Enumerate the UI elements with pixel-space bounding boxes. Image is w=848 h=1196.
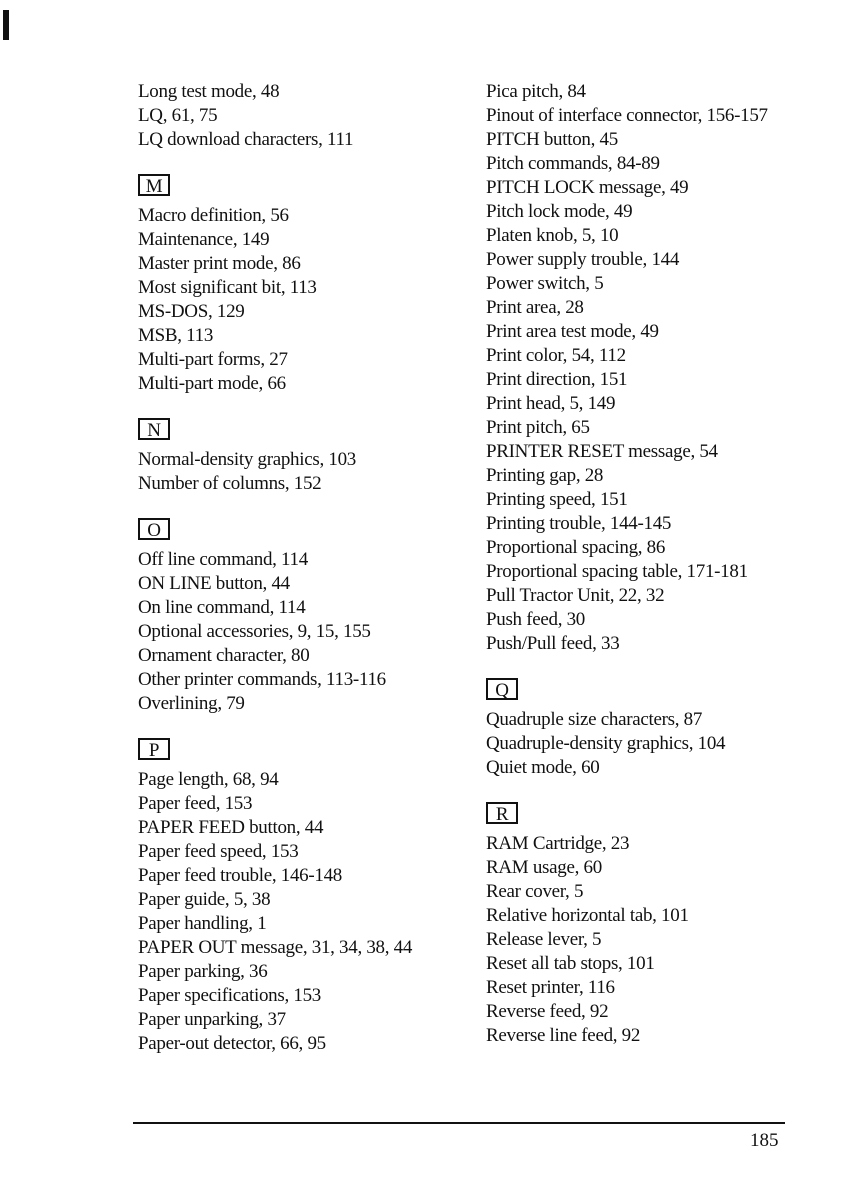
index-entry: Multi-part mode, 66	[138, 373, 286, 394]
index-entry: Maintenance, 149	[138, 229, 270, 250]
index-entry: RAM usage, 60	[486, 857, 602, 878]
index-entry: Multi-part forms, 27	[138, 349, 288, 370]
index-column-right	[486, 80, 831, 1048]
section-letter-box: Q	[486, 678, 518, 700]
index-entry: Ornament character, 80	[138, 645, 310, 666]
index-entry: Power supply trouble, 144	[486, 249, 680, 270]
index-section	[138, 516, 468, 716]
index-section	[486, 676, 831, 780]
index-entry: Push/Pull feed, 33	[486, 633, 620, 654]
index-entry: MSB, 113	[138, 325, 214, 346]
index-entry: Rear cover, 5	[486, 881, 584, 902]
index-entry: Long test mode, 48	[138, 81, 280, 102]
section-letter-box: R	[486, 802, 518, 824]
index-entry: Paper parking, 36	[138, 961, 268, 982]
index-entry: Platen knob, 5, 10	[486, 225, 619, 246]
index-entry: Pinout of interface connector, 156-157	[486, 105, 768, 126]
index-entry: Paper guide, 5, 38	[138, 889, 271, 910]
index-entry: Proportional spacing table, 171-181	[486, 561, 748, 582]
index-section	[138, 172, 468, 396]
index-entry: Paper unparking, 37	[138, 1009, 286, 1030]
index-entry: Paper-out detector, 66, 95	[138, 1033, 326, 1054]
index-entry: Pica pitch, 84	[486, 81, 586, 102]
index-entry: Off line command, 114	[138, 549, 308, 570]
index-entry: PITCH LOCK message, 49	[486, 177, 689, 198]
index-entry: PAPER FEED button, 44	[138, 817, 324, 838]
index-entry: Printing gap, 28	[486, 465, 604, 486]
index-entry: Master print mode, 86	[138, 253, 301, 274]
index-entry: Print area, 28	[486, 297, 584, 318]
margin-mark	[3, 10, 9, 40]
index-entry: Page length, 68, 94	[138, 769, 279, 790]
index-entry: LQ download characters, 111	[138, 129, 354, 150]
index-section	[486, 80, 831, 656]
index-entry: Quiet mode, 60	[486, 757, 600, 778]
index-entry: Most significant bit, 113	[138, 277, 317, 298]
index-section	[138, 416, 468, 496]
index-entry: Number of columns, 152	[138, 473, 322, 494]
index-section	[138, 80, 468, 152]
index-entry: Other printer commands, 113-116	[138, 669, 386, 690]
index-entry: Print color, 54, 112	[486, 345, 626, 366]
section-letter-box: P	[138, 738, 170, 760]
index-entry: Print area test mode, 49	[486, 321, 659, 342]
index-entry: RAM Cartridge, 23	[486, 833, 630, 854]
index-entry: Optional accessories, 9, 15, 155	[138, 621, 371, 642]
index-entry: Reverse feed, 92	[486, 1001, 609, 1022]
index-entry: Paper feed trouble, 146-148	[138, 865, 342, 886]
index-entry: Relative horizontal tab, 101	[486, 905, 689, 926]
index-entry: PRINTER RESET message, 54	[486, 441, 718, 462]
section-letter-box: M	[138, 174, 170, 196]
index-entry: Reset all tab stops, 101	[486, 953, 655, 974]
index-entry: Printing speed, 151	[486, 489, 628, 510]
section-letter-box: O	[138, 518, 170, 540]
index-entry: Overlining, 79	[138, 693, 245, 714]
index-entry: Push feed, 30	[486, 609, 586, 630]
index-entry: Proportional spacing, 86	[486, 537, 666, 558]
index-entry: MS-DOS, 129	[138, 301, 245, 322]
index-column-left	[138, 80, 468, 1056]
index-entry: ON LINE button, 44	[138, 573, 290, 594]
index-section	[486, 800, 831, 1048]
index-entry: Paper specifications, 153	[138, 985, 321, 1006]
index-entry: Quadruple size characters, 87	[486, 709, 703, 730]
footer-rule	[133, 1122, 785, 1124]
index-entry: Pull Tractor Unit, 22, 32	[486, 585, 665, 606]
index-entry: Print pitch, 65	[486, 417, 590, 438]
index-entry: Paper handling, 1	[138, 913, 267, 934]
index-entry: Printing trouble, 144-145	[486, 513, 672, 534]
index-entry: Pitch commands, 84-89	[486, 153, 660, 174]
index-entry: PAPER OUT message, 31, 34, 38, 44	[138, 937, 413, 958]
index-entry: Release lever, 5	[486, 929, 602, 950]
index-entry: Paper feed speed, 153	[138, 841, 299, 862]
index-entry: Power switch, 5	[486, 273, 604, 294]
index-entry: Paper feed, 153	[138, 793, 253, 814]
index-entry: Reset printer, 116	[486, 977, 615, 998]
index-entry: Reverse line feed, 92	[486, 1025, 641, 1046]
index-entry: Normal-density graphics, 103	[138, 449, 356, 470]
page-number: 185	[750, 1130, 779, 1151]
index-entry: On line command, 114	[138, 597, 306, 618]
index-entry: PITCH button, 45	[486, 129, 618, 150]
index-entry: Quadruple-density graphics, 104	[486, 733, 726, 754]
index-entry: Pitch lock mode, 49	[486, 201, 633, 222]
index-entry: Print direction, 151	[486, 369, 628, 390]
index-entry: LQ, 61, 75	[138, 105, 218, 126]
index-entry: Macro definition, 56	[138, 205, 289, 226]
index-entry: Print head, 5, 149	[486, 393, 616, 414]
index-section	[138, 736, 468, 1056]
section-letter-box: N	[138, 418, 170, 440]
